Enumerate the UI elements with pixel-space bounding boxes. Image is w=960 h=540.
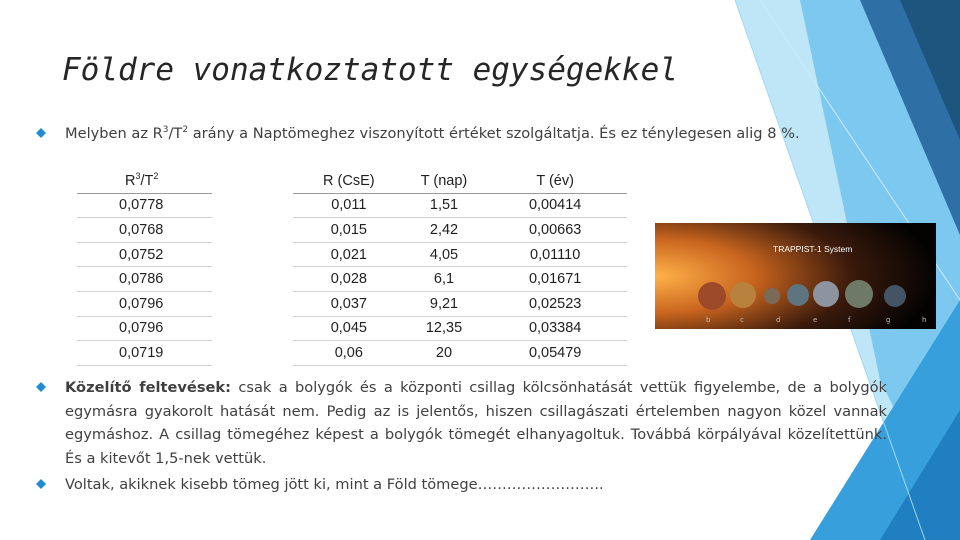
orbit-table (293, 169, 627, 366)
table-row (77, 291, 212, 316)
table-cell: 0,037 (293, 291, 405, 316)
slide-title: Földre vonatkoztatott egységekkel (62, 52, 678, 88)
assumptions-body: csak a bolygók és a központi csillag kölcsönhatását vettük figyelembe, de a bolygók egymásra gyakorolt hatását nem. Pedig az is jelentős, hiszen csillagászati értelemben nagyon közel vannak egymáshoz. A csillag tömegéhez képest a bolygók tömegét elhanyagoltuk. Továbbá körpályával közelítettünk. És a kitevőt 1,5-nek vettük. (65, 379, 888, 467)
table-cell: 0,0796 (77, 291, 212, 316)
planet-label-g: g (886, 316, 891, 324)
table-cell: 0,00663 (483, 218, 627, 243)
table-row (77, 341, 212, 366)
planet-label-d: d (776, 316, 781, 324)
table-row (293, 218, 627, 243)
table-cell: 0,05479 (483, 341, 627, 366)
table-cell: 0,0786 (77, 267, 212, 292)
table-row (293, 291, 627, 316)
image-caption: TRAPPIST-1 System (773, 244, 853, 254)
planet-label-b: b (706, 316, 711, 324)
bullet-diamond-icon (36, 382, 46, 392)
table-cell: 9,21 (405, 291, 484, 316)
column-header-period-years: T (év) (483, 169, 627, 193)
table-cell: 1,51 (405, 193, 484, 218)
planet-label-f: f (848, 316, 851, 324)
table-row (77, 267, 212, 292)
table-row (77, 242, 212, 267)
table-row (293, 341, 627, 366)
column-header-period-days: T (nap) (405, 169, 484, 193)
ratio-table (77, 169, 212, 366)
table-cell: 0,0796 (77, 316, 212, 341)
planet-label-c: c (740, 316, 744, 324)
table-cell: 0,0768 (77, 218, 212, 243)
table-cell: 12,35 (405, 316, 484, 341)
bullet-diamond-icon (36, 479, 46, 489)
table-cell: 0,021 (293, 242, 405, 267)
table-cell: 0,02523 (483, 291, 627, 316)
planet-label-e: e (813, 316, 818, 324)
table-row (293, 242, 627, 267)
table-cell: 0,03384 (483, 316, 627, 341)
table-row (293, 193, 627, 218)
table-cell: 0,028 (293, 267, 405, 292)
trappist-system-image (655, 223, 936, 329)
table-cell: 2,42 (405, 218, 484, 243)
table-row (293, 267, 627, 292)
table-row (77, 316, 212, 341)
table-row (77, 193, 212, 218)
table-cell: 4,05 (405, 242, 484, 267)
table-cell: 0,06 (293, 341, 405, 366)
planet-label-h: h (922, 316, 927, 324)
bullet-text-ratio: Melyben az $R^3/T^2$ arány a Naptömeghez viszonyított értéket szolgáltatja. És ez ténylegesen alig 8 %. (65, 125, 800, 142)
table-header-row (77, 169, 212, 193)
column-header-radius: R (CsE) (293, 169, 405, 193)
table-cell: 0,01671 (483, 267, 627, 292)
table-cell: 0,00414 (483, 193, 627, 218)
table-cell: 6,1 (405, 267, 484, 292)
table-cell: 0,011 (293, 193, 405, 218)
table-cell: 0,01110 (483, 242, 627, 267)
bullet-diamond-icon (36, 128, 46, 138)
bullet-text-earth-mass: Voltak, akiknek kisebb tömeg jött ki, mint a Föld tömege…………………….. (65, 476, 604, 493)
table-cell: 0,0778 (77, 193, 212, 218)
table-cell: 0,015 (293, 218, 405, 243)
table-cell: 0,045 (293, 316, 405, 341)
table-cell: 0,0719 (77, 341, 212, 366)
table-cell: 20 (405, 341, 484, 366)
bullet-text-assumptions (65, 376, 887, 470)
table-row (77, 218, 212, 243)
table-cell: 0,0752 (77, 242, 212, 267)
table-header-row (293, 169, 627, 193)
table-row (293, 316, 627, 341)
column-header-ratio: $R^3/T^2$ (77, 169, 212, 193)
assumptions-heading: Közelítő feltevések: (65, 379, 231, 396)
